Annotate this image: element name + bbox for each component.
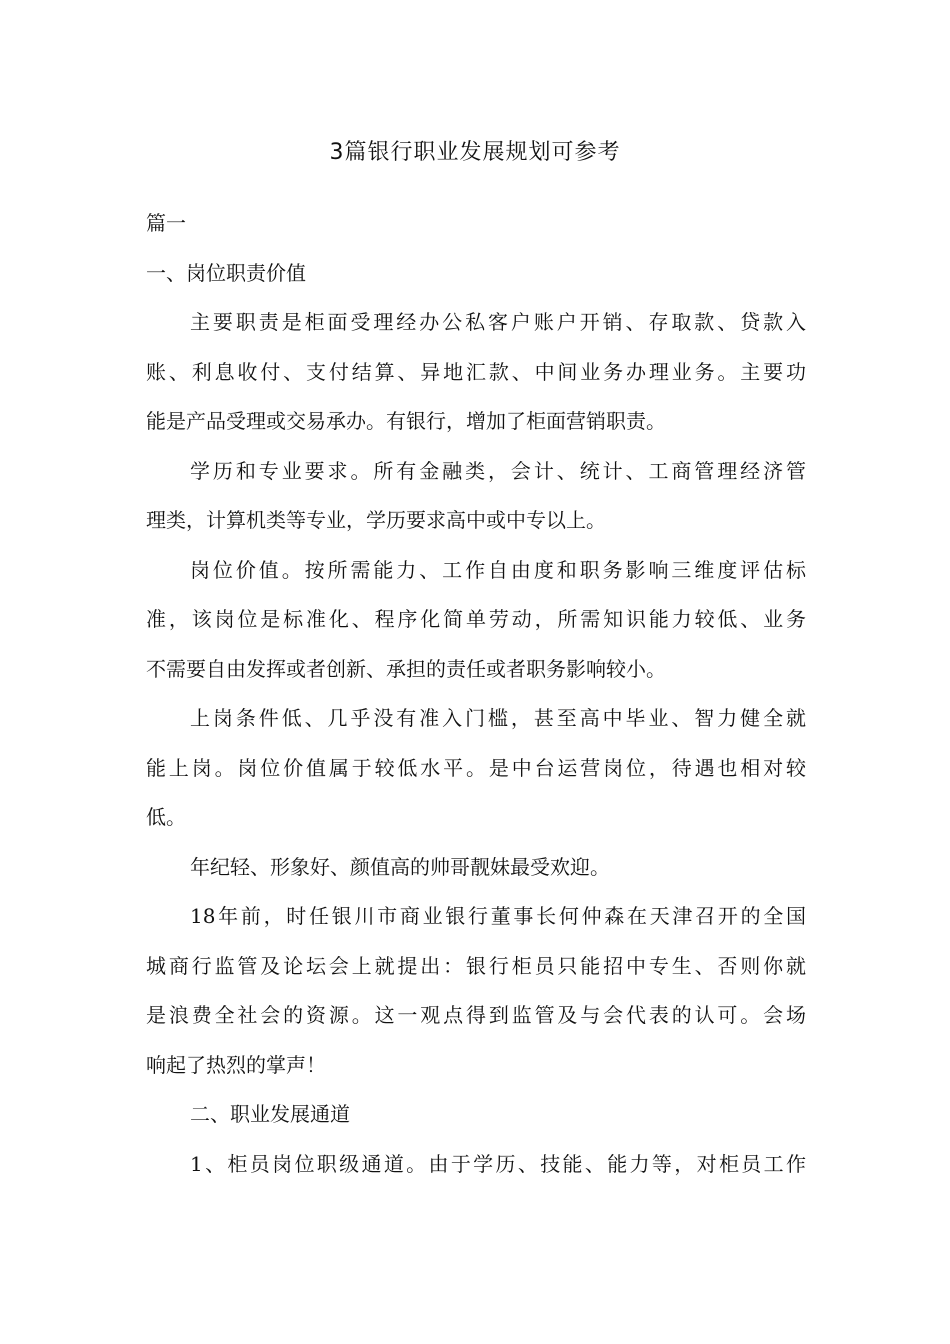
paragraph-line: 响起了热烈的掌声！ [146,1052,326,1077]
paragraph-line: 上岗条件低、几乎没有准入门槛，甚至高中毕业、智力健全就 [190,706,806,730]
paragraph-line: 1、柜员岗位职级通道。由于学历、技能、能力等，对柜员工作 [190,1151,806,1176]
paragraph-line: 年纪轻、形象好、颜值高的帅哥靓妹最受欢迎。 [190,854,610,879]
paragraph-line: 18年前，时任银川市商业银行董事长何仲森在天津召开的全国 [190,904,806,928]
paragraph-line: 理类，计算机类等专业，学历要求高中或中专以上。 [146,508,606,532]
paragraph-line: 能上岗。岗位价值属于较低水平。是中台运营岗位，待遇也相对较 [146,755,806,780]
document-title: 3篇银行职业发展规划可参考 [329,140,621,165]
paragraph-line: 不需要自由发挥或者创新、承担的责任或者职务影响较小。 [146,656,666,681]
paragraph-line: 能是产品受理或交易承办。有银行，增加了柜面营销职责。 [146,409,666,433]
section-heading: 一、岗位职责价值 [146,260,306,285]
paragraph-line: 账、利息收付、支付结算、异地汇款、中间业务办理业务。主要功 [146,359,806,384]
paragraph-line: 主要职责是柜面受理经办公私客户账户开销、存取款、贷款入 [190,310,806,334]
document-body [146,199,806,1189]
paragraph-line: 岗位价值。按所需能力、工作自由度和职务影响三维度评估标 [190,557,806,582]
section-label: 篇一 [146,211,186,235]
paragraph-line: 学历和专业要求。所有金融类，会计、统计、工商管理经济管 [190,458,806,483]
paragraph-line: 低。 [146,805,186,829]
paragraph-line: 准，该岗位是标准化、程序化简单劳动，所需知识能力较低、业务 [146,607,806,631]
paragraph-line: 城商行监管及论坛会上就提出：银行柜员只能招中专生、否则你就 [146,953,806,978]
paragraph-line: 是浪费全社会的资源。这一观点得到监管及与会代表的认可。会场 [146,1003,806,1027]
section-heading: 二、职业发展通道 [190,1102,350,1126]
